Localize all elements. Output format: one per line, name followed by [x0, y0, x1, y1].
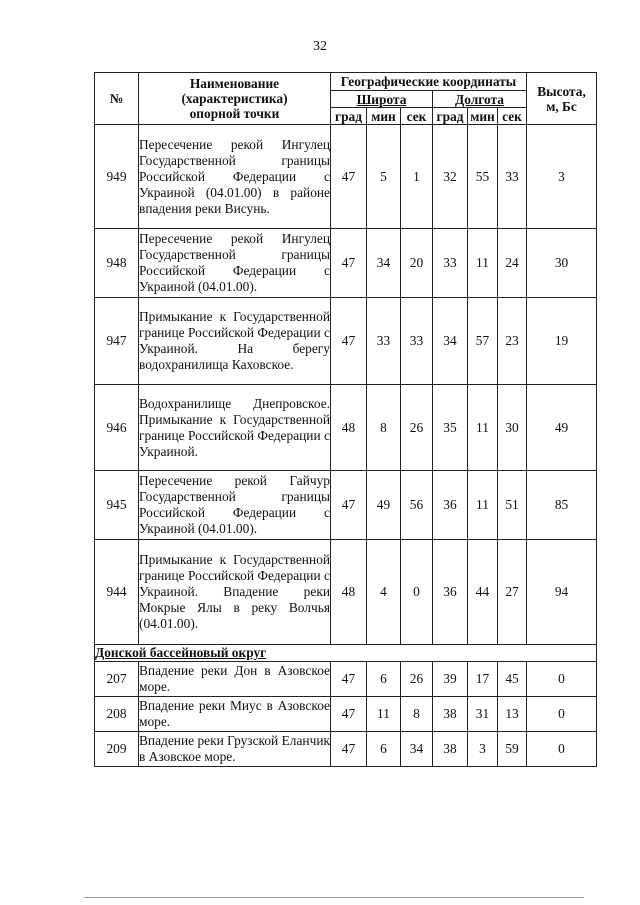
row-height: 0	[527, 697, 597, 732]
header-height	[527, 73, 597, 125]
row-height: 3	[527, 125, 597, 229]
row-description: Пересечение рекой Ингулец Государственной границы Российской Федерации с Украиной (04.01.00) в районе впадения реки Висунь.	[139, 125, 331, 229]
row-lon-degrees: 38	[433, 732, 468, 767]
row-lon-seconds: 45	[498, 662, 527, 697]
row-number: 207	[95, 662, 139, 697]
header-name-line-2: (характеристика)	[181, 91, 288, 106]
row-lon-degrees: 39	[433, 662, 468, 697]
row-lat-minutes: 8	[367, 385, 401, 471]
row-lon-seconds: 33	[498, 125, 527, 229]
row-height: 49	[527, 385, 597, 471]
table-row	[95, 732, 597, 767]
row-lon-minutes: 11	[468, 229, 498, 298]
header-height-line-1: Высота,	[537, 83, 586, 99]
row-lat-minutes: 5	[367, 125, 401, 229]
row-number: 948	[95, 229, 139, 298]
row-lon-degrees: 36	[433, 471, 468, 540]
header-lat-degrees: град	[331, 108, 367, 125]
header-name	[139, 73, 331, 125]
header-number: №	[95, 73, 139, 125]
row-description: Пересечение рекой Ингулец Государственной границы Российской Федерации с Украиной (04.01.00).	[139, 229, 331, 298]
row-lat-minutes: 6	[367, 732, 401, 767]
row-height: 85	[527, 471, 597, 540]
row-lat-degrees: 48	[331, 385, 367, 471]
row-lon-seconds: 23	[498, 298, 527, 385]
row-height: 19	[527, 298, 597, 385]
row-lat-degrees: 47	[331, 471, 367, 540]
row-number: 947	[95, 298, 139, 385]
header-geographic-coordinates: Географические координаты	[331, 73, 527, 91]
header-latitude: Широта	[331, 91, 433, 108]
row-lat-degrees: 48	[331, 540, 367, 645]
row-lat-seconds: 26	[401, 662, 433, 697]
row-height: 30	[527, 229, 597, 298]
row-lat-seconds: 34	[401, 732, 433, 767]
header-name-line-1: Наименование	[189, 76, 280, 91]
header-lon-seconds: сек	[498, 108, 527, 125]
row-lon-minutes: 11	[468, 385, 498, 471]
header-longitude: Долгота	[433, 91, 527, 108]
row-description: Примыкание к Государственной границе Российской Федерации с Украиной. На берегу водохранилища Каховское.	[139, 298, 331, 385]
row-height: 94	[527, 540, 597, 645]
row-lon-degrees: 33	[433, 229, 468, 298]
header-lon-minutes: мин	[468, 108, 498, 125]
row-number: 208	[95, 697, 139, 732]
row-lon-seconds: 24	[498, 229, 527, 298]
row-lon-seconds: 13	[498, 697, 527, 732]
row-number: 944	[95, 540, 139, 645]
header-lat-minutes: мин	[367, 108, 401, 125]
row-lat-seconds: 0	[401, 540, 433, 645]
row-lon-degrees: 34	[433, 298, 468, 385]
row-lat-minutes: 11	[367, 697, 401, 732]
table-row	[95, 125, 597, 229]
table-row	[95, 385, 597, 471]
header-lon-degrees: град	[433, 108, 468, 125]
row-lon-degrees: 36	[433, 540, 468, 645]
row-lon-minutes: 44	[468, 540, 498, 645]
bottom-divider	[84, 897, 584, 898]
row-description: Впадение реки Грузской Еланчик в Азовское море.	[139, 732, 331, 767]
row-lat-minutes: 34	[367, 229, 401, 298]
row-number: 945	[95, 471, 139, 540]
table-row	[95, 540, 597, 645]
row-lon-minutes: 55	[468, 125, 498, 229]
section-row	[95, 645, 597, 662]
row-number: 209	[95, 732, 139, 767]
row-lon-seconds: 30	[498, 385, 527, 471]
row-description: Примыкание к Государственной границе Российской Федерации с Украиной. Впадение реки Мокрые Ялы в реку Волчья (04.01.00).	[139, 540, 331, 645]
row-lon-minutes: 31	[468, 697, 498, 732]
row-lat-seconds: 56	[401, 471, 433, 540]
row-lat-seconds: 26	[401, 385, 433, 471]
row-lon-minutes: 57	[468, 298, 498, 385]
row-lat-seconds: 1	[401, 125, 433, 229]
row-lat-degrees: 47	[331, 229, 367, 298]
row-lat-minutes: 49	[367, 471, 401, 540]
row-lat-minutes: 6	[367, 662, 401, 697]
row-lon-degrees: 38	[433, 697, 468, 732]
row-lon-degrees: 32	[433, 125, 468, 229]
row-lon-degrees: 35	[433, 385, 468, 471]
table-row	[95, 298, 597, 385]
row-lat-degrees: 47	[331, 662, 367, 697]
row-lat-seconds: 8	[401, 697, 433, 732]
row-lat-minutes: 4	[367, 540, 401, 645]
header-lat-seconds: сек	[401, 108, 433, 125]
row-number: 946	[95, 385, 139, 471]
row-height: 0	[527, 662, 597, 697]
header-height-line-2: м, Бс	[546, 98, 577, 114]
row-lat-degrees: 47	[331, 298, 367, 385]
row-height: 0	[527, 732, 597, 767]
row-lat-minutes: 33	[367, 298, 401, 385]
row-lon-seconds: 51	[498, 471, 527, 540]
row-lat-seconds: 33	[401, 298, 433, 385]
row-lat-seconds: 20	[401, 229, 433, 298]
row-description: Впадение реки Дон в Азовское море.	[139, 662, 331, 697]
row-lat-degrees: 47	[331, 697, 367, 732]
row-description: Пересечение рекой Гайчур Государственной границы Российской Федерации с Украиной (04.01.00).	[139, 471, 331, 540]
row-description: Впадение реки Миус в Азовское море.	[139, 697, 331, 732]
table-row	[95, 697, 597, 732]
table-row	[95, 662, 597, 697]
row-lat-degrees: 47	[331, 125, 367, 229]
table-row	[95, 471, 597, 540]
coordinates-table	[94, 72, 597, 767]
row-lat-degrees: 47	[331, 732, 367, 767]
row-lon-minutes: 3	[468, 732, 498, 767]
table-row	[95, 229, 597, 298]
section-title: Донской бассейновый округ	[95, 645, 597, 662]
row-lon-seconds: 59	[498, 732, 527, 767]
row-description: Водохранилище Днепровское. Примыкание к Государственной границе Российской Федерации с Украиной.	[139, 385, 331, 471]
header-name-line-3: опорной точки	[189, 106, 280, 121]
page-number: 32	[313, 39, 327, 54]
row-number: 949	[95, 125, 139, 229]
row-lon-minutes: 17	[468, 662, 498, 697]
row-lon-minutes: 11	[468, 471, 498, 540]
row-lon-seconds: 27	[498, 540, 527, 645]
